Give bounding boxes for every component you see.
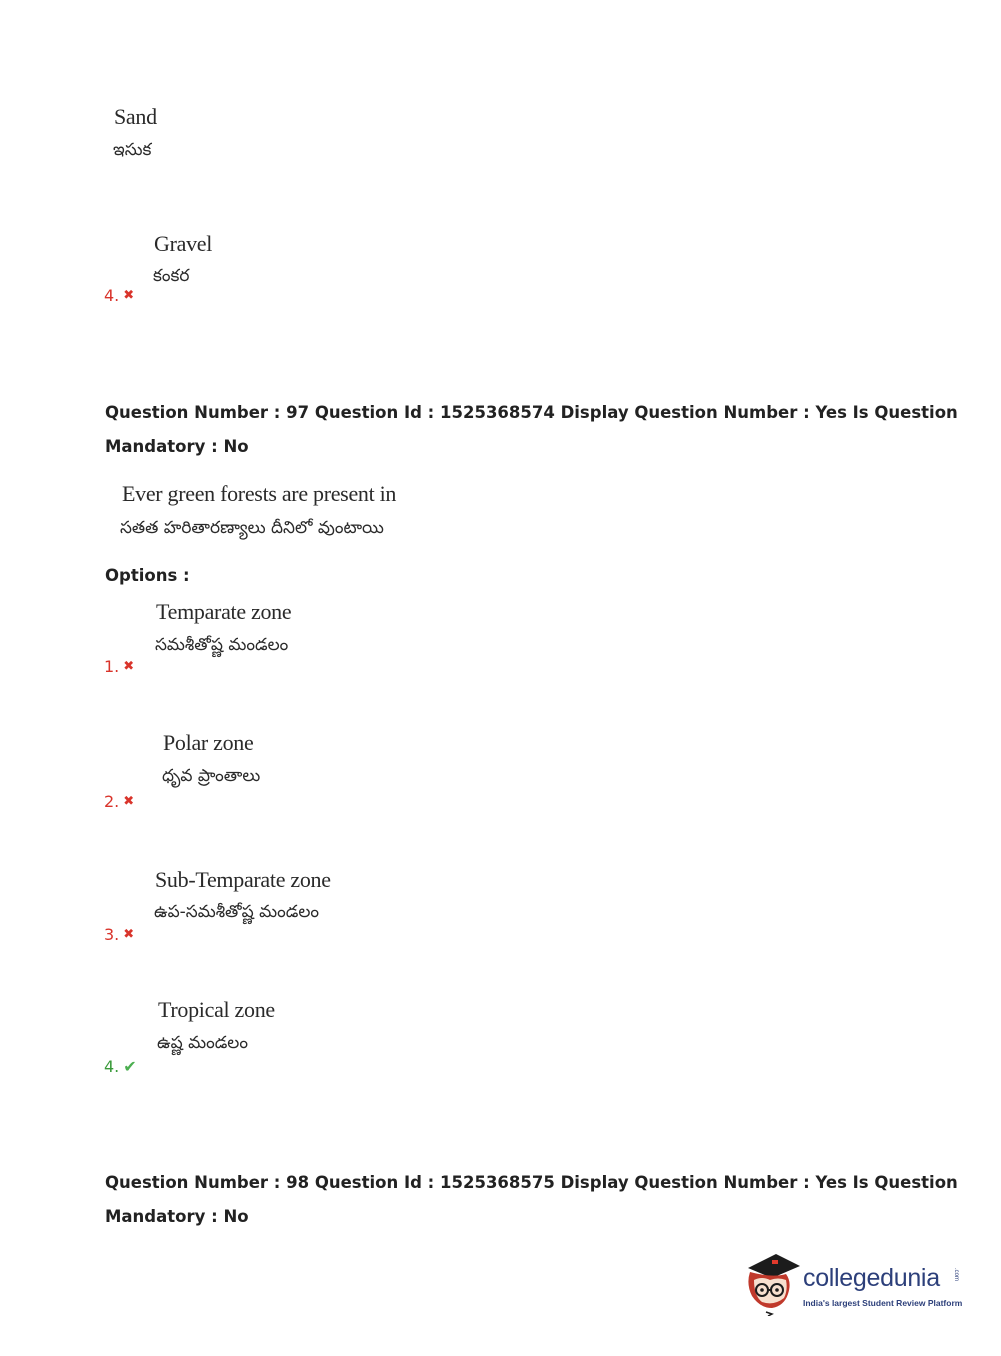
check-mark-icon: ✔ bbox=[123, 1057, 137, 1076]
wrong-mark-icon: ✖ bbox=[123, 659, 135, 674]
q97-option-1-number bbox=[104, 657, 134, 676]
question-97-info-line-1: Question Number : 97 Question Id : 1525368574 Display Question Number : Yes Is Question bbox=[105, 403, 958, 422]
wrong-mark-icon: ✖ bbox=[123, 927, 135, 942]
logo-tagline: India's largest Student Review Platform bbox=[803, 1298, 963, 1308]
options-label: Options : bbox=[105, 566, 190, 585]
option-4-number bbox=[104, 286, 134, 305]
q97-option-4-english: Tropical zone bbox=[158, 997, 275, 1022]
option-4-telugu: కంకర bbox=[153, 266, 190, 286]
option-3-english: Sand bbox=[114, 104, 157, 129]
wrong-mark-icon: ✖ bbox=[123, 288, 135, 303]
q97-option-4-telugu: ఉష్ణ మండలం bbox=[157, 1033, 248, 1053]
q97-option-2-english: Polar zone bbox=[163, 730, 254, 755]
option-number-text: 2. bbox=[104, 792, 120, 811]
question-97-info-line-2: Mandatory : No bbox=[105, 437, 249, 456]
question-98-info-line-2: Mandatory : No bbox=[105, 1207, 249, 1226]
q97-option-1-english: Temparate zone bbox=[156, 599, 292, 624]
q97-option-3-english: Sub-Temparate zone bbox=[155, 867, 331, 892]
collegedunia-mascot-logo bbox=[742, 1250, 802, 1316]
q97-option-3-number bbox=[104, 925, 134, 944]
question-97-text-telugu: సతత హరితారణ్యాలు దీనిలో వుంటాయి bbox=[120, 518, 384, 538]
option-number-text: 3. bbox=[104, 925, 120, 944]
q97-option-1-telugu: సమశీతోష్ణ మండలం bbox=[155, 635, 289, 655]
option-number-text: 4. bbox=[104, 1057, 120, 1076]
collegedunia-wordmark bbox=[803, 1264, 940, 1293]
logo-name: collegedunia bbox=[803, 1264, 940, 1292]
q97-option-2-number bbox=[104, 792, 134, 811]
option-4-english: Gravel bbox=[154, 231, 213, 256]
q97-option-2-telugu: ధృవ ప్రాంతాలు bbox=[162, 766, 261, 786]
option-3-telugu: ఇసుక bbox=[113, 140, 152, 160]
q97-option-3-telugu: ఉప-సమశీతోష్ణ మండలం bbox=[154, 902, 320, 922]
question-98-info-line-1: Question Number : 98 Question Id : 1525368575 Display Question Number : Yes Is Question bbox=[105, 1173, 958, 1192]
q97-option-4-number bbox=[104, 1057, 137, 1076]
option-number-text: 4. bbox=[104, 286, 120, 305]
wrong-mark-icon: ✖ bbox=[123, 794, 135, 809]
option-number-text: 1. bbox=[104, 657, 120, 676]
question-97-text-english: Ever green forests are present in bbox=[122, 481, 397, 506]
mascot-icon bbox=[742, 1250, 802, 1316]
logo-suffix: .com bbox=[953, 1268, 959, 1282]
